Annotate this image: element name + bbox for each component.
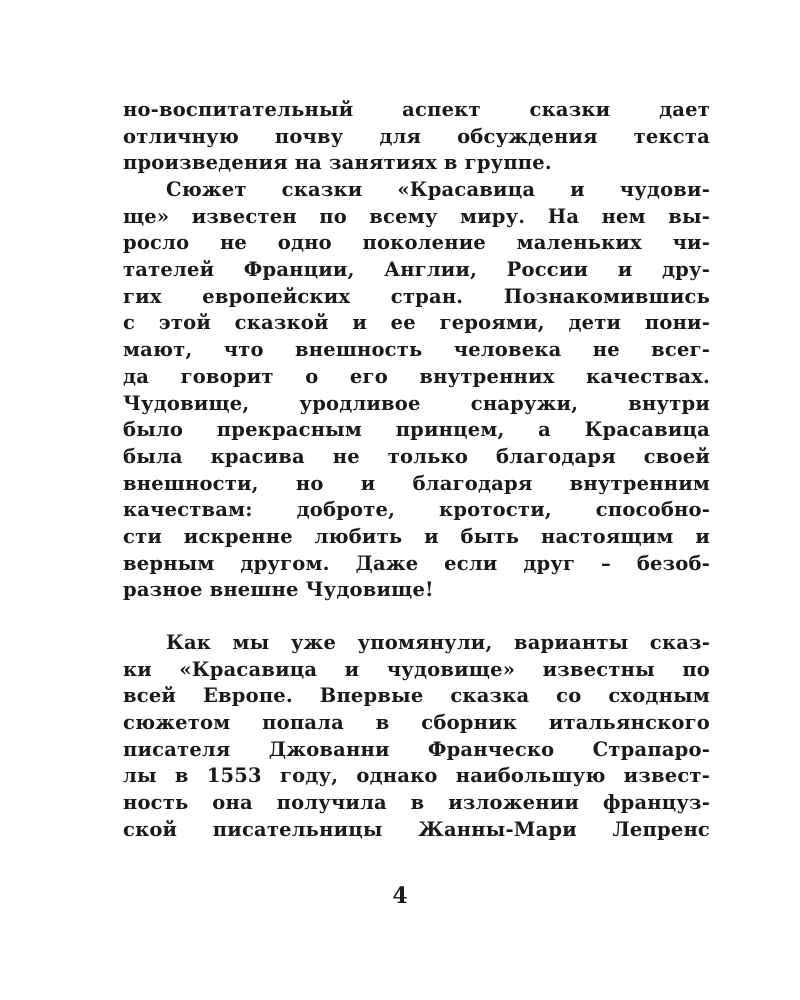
text-line: тателей Франции, Англии, России и дру- [123, 258, 710, 282]
paragraph-continuation [123, 97, 710, 177]
text-line: Как мы уже упомянули, варианты сказ- [166, 631, 710, 654]
paragraph-history [123, 630, 710, 844]
text-line: лы в 1553 году, однако наибольшую извест- [123, 764, 710, 788]
text-line: ще» известен по всему миру. На нем вы- [123, 204, 710, 228]
text-line: всей Европе. Впервые сказка со сходным [123, 684, 710, 708]
text-line: ность она получила в изложении француз- [123, 791, 710, 815]
text-line: но-воспитательный аспект сказки дает [123, 98, 710, 121]
text-line: верным другом. Даже если друг – безоб- [123, 551, 710, 575]
text-line: писателя Джованни Франческо Страпаро- [123, 737, 710, 761]
text-line: внешности, но и благодаря внутренним [123, 471, 710, 495]
text-line: Сюжет сказки «Красавица и чудови- [166, 178, 710, 201]
text-line: было прекрасным принцем, а Красавица [123, 418, 710, 442]
text-line: ки «Красавица и чудовище» известны по [123, 657, 710, 681]
text-line: сти искренне любить и быть настоящим и [123, 524, 710, 548]
text-line: ской писательницы Жанны-Мари Лепренс [123, 817, 710, 841]
text-line: разное внешне Чудовище! [123, 578, 434, 602]
text-line: гих европейских стран. Познакомившись [123, 284, 710, 308]
text-line: произведения на занятиях в группе. [123, 151, 552, 175]
text-line: сюжетом попала в сборник итальянского [123, 711, 710, 735]
text-line: качествам: доброте, кротости, способно- [123, 498, 710, 522]
text-line: мают, что внешность человека не всег- [123, 338, 710, 362]
text-line: да говорит о его внутренних качествах. [123, 364, 710, 388]
text-line: Чудовище, уродливое снаружи, внутри [123, 391, 710, 415]
page-number: 4 [392, 883, 408, 909]
text-line: отличную почву для обсуждения текста [123, 124, 710, 148]
text-line: была красива не только благодаря своей [123, 444, 710, 468]
text-line: с этой сказкой и ее героями, дети пони- [123, 311, 710, 335]
paragraph-plot [123, 177, 710, 604]
text-line: росло не одно поколение маленьких чи- [123, 231, 710, 255]
